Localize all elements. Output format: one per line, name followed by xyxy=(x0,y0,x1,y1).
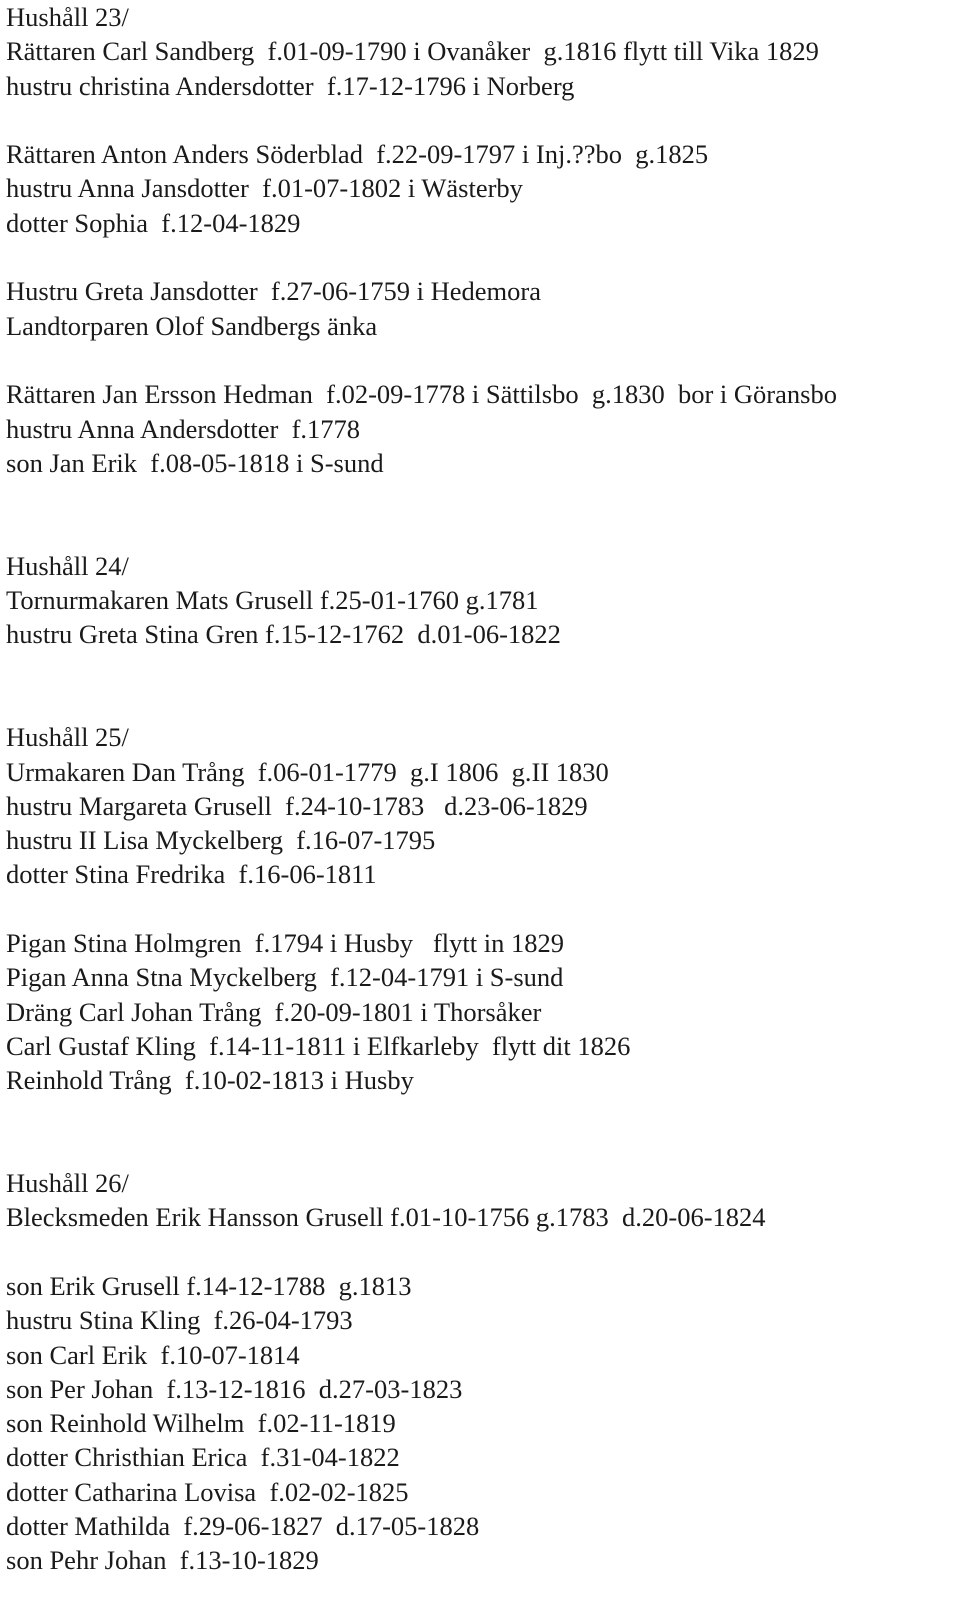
entry-line: Carl Gustaf Kling f.14-11-1811 i Elfkarleby flytt dit 1826 xyxy=(6,1030,631,1061)
entry-line: hustru christina Andersdotter f.17-12-1796 i Norberg xyxy=(6,70,575,101)
entry-line: son Pehr Johan f.13-10-1829 xyxy=(6,1545,319,1576)
entry-line: son Reinhold Wilhelm f.02-11-1819 xyxy=(6,1408,396,1439)
entry-line: son Jan Erik f.08-05-1818 i S-sund xyxy=(6,447,384,478)
entry-line: dotter Sophia f.12-04-1829 xyxy=(6,207,301,238)
entry-line: dotter Mathilda f.29-06-1827 d.17-05-1828 xyxy=(6,1511,480,1542)
entry-group xyxy=(6,1200,956,1234)
entry-group xyxy=(6,137,956,240)
entry-line: hustru II Lisa Myckelberg f.16-07-1795 xyxy=(6,825,436,856)
entry-line: Pigan Anna Stna Myckelberg f.12-04-1791 i S-sund xyxy=(6,962,564,993)
entry-group xyxy=(6,926,956,1097)
entry-group xyxy=(6,274,956,343)
entry-line: hustru Stina Kling f.26-04-1793 xyxy=(6,1305,353,1336)
household-heading: Hushåll 26/ xyxy=(6,1168,129,1199)
entry-line: Pigan Stina Holmgren f.1794 i Husby flytt in 1829 xyxy=(6,928,564,959)
entry-line: hustru Margareta Grusell f.24-10-1783 d.23-06-1829 xyxy=(6,790,588,821)
entry-line: Rättaren Anton Anders Söderblad f.22-09-1797 i Inj.??bo g.1825 xyxy=(6,139,709,170)
entry-line: Rättaren Jan Ersson Hedman f.02-09-1778 i Sättilsbo g.1830 bor i Göransbo xyxy=(6,379,837,410)
entry-line: dotter Catharina Lovisa f.02-02-1825 xyxy=(6,1476,409,1507)
entry-line: dotter Stina Fredrika f.16-06-1811 xyxy=(6,859,377,890)
household-23 xyxy=(6,0,956,480)
entry-line: Hustru Greta Jansdotter f.27-06-1759 i Hedemora xyxy=(6,276,542,307)
entry-line: Urmakaren Dan Trång f.06-01-1779 g.I 1806 g.II 1830 xyxy=(6,756,609,787)
household-heading: Hushåll 25/ xyxy=(6,722,129,753)
entry-line: son Per Johan f.13-12-1816 d.27-03-1823 xyxy=(6,1373,463,1404)
entry-group xyxy=(6,1269,956,1578)
document-page xyxy=(6,0,956,1578)
entry-line: son Erik Grusell f.14-12-1788 g.1813 xyxy=(6,1270,412,1301)
household-heading: Hushåll 24/ xyxy=(6,550,129,581)
entry-line: hustru Greta Stina Gren f.15-12-1762 d.01-06-1822 xyxy=(6,619,561,650)
household-24 xyxy=(6,549,956,652)
entry-line: hustru Anna Andersdotter f.1778 xyxy=(6,413,361,444)
household-heading: Hushåll 23/ xyxy=(6,2,129,32)
entry-line: son Carl Erik f.10-07-1814 xyxy=(6,1339,300,1370)
entry-line: hustru Anna Jansdotter f.01-07-1802 i Wästerby xyxy=(6,173,523,204)
entry-group xyxy=(6,583,956,652)
household-26 xyxy=(6,1166,956,1578)
entry-group xyxy=(6,34,956,103)
entry-group xyxy=(6,377,956,480)
entry-line: Reinhold Trång f.10-02-1813 i Husby xyxy=(6,1065,414,1096)
entry-line: dotter Christhian Erica f.31-04-1822 xyxy=(6,1442,400,1473)
entry-line: Tornurmakaren Mats Grusell f.25-01-1760 g.1781 xyxy=(6,585,539,616)
entry-line: Rättaren Carl Sandberg f.01-09-1790 i Ovanåker g.1816 flytt till Vika 1829 xyxy=(6,36,819,67)
entry-group xyxy=(6,755,956,892)
entry-line: Landtorparen Olof Sandbergs änka xyxy=(6,310,378,341)
household-25 xyxy=(6,720,956,1097)
entry-line: Dräng Carl Johan Trång f.20-09-1801 i Thorsåker xyxy=(6,996,542,1027)
entry-line: Blecksmeden Erik Hansson Grusell f.01-10-1756 g.1783 d.20-06-1824 xyxy=(6,1202,766,1233)
